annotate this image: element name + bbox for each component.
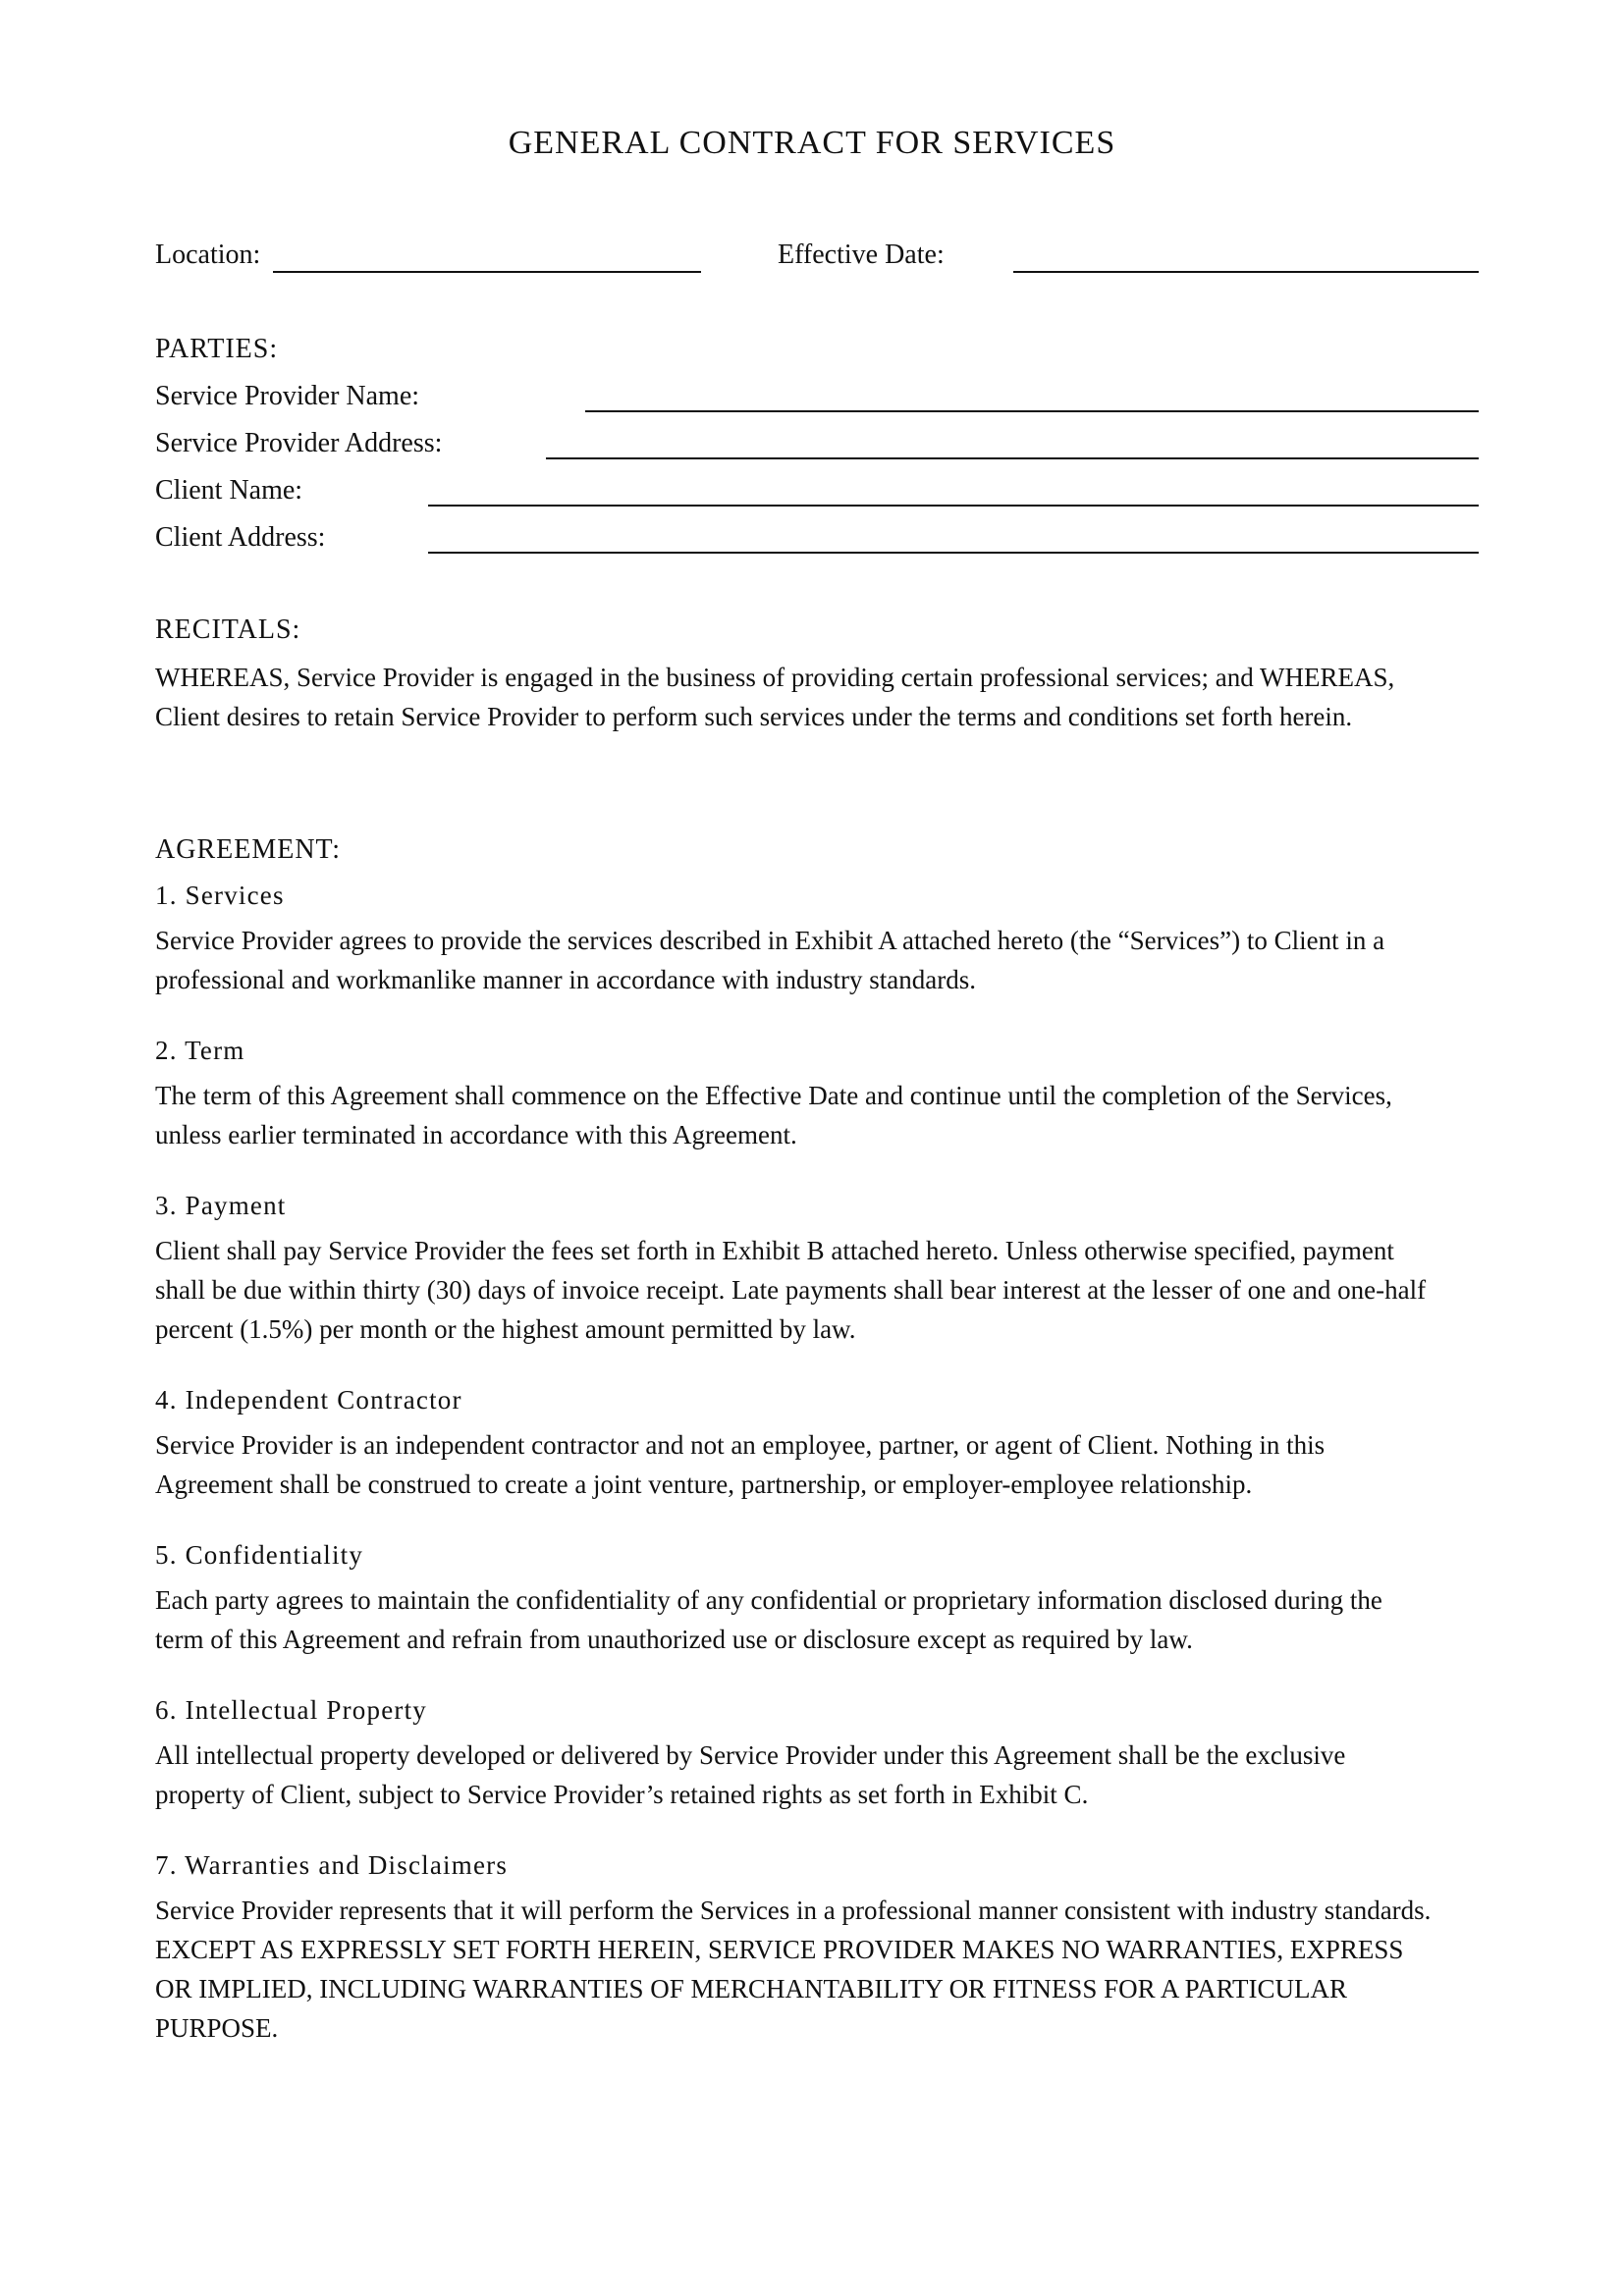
section-body-intellectual-property bbox=[155, 1735, 1481, 1814]
paragraph-line: Agreement shall be construed to create a joint venture, partnership, or employer-employee relationship. bbox=[155, 1469, 1253, 1499]
parties-heading: PARTIES: bbox=[155, 334, 279, 364]
section-body-warranties bbox=[155, 1891, 1481, 2048]
location-label: Location: bbox=[155, 240, 261, 270]
effective-date-fill-line[interactable] bbox=[1013, 271, 1479, 273]
paragraph-line: The term of this Agreement shall commence on the Effective Date and continue until the completion of the Services, bbox=[155, 1081, 1392, 1110]
section-heading-confidentiality: 5. Confidentiality bbox=[155, 1540, 364, 1570]
service-provider-address-fill-line[interactable] bbox=[546, 457, 1479, 459]
section-heading-services: 1. Services bbox=[155, 881, 285, 910]
service-provider-address-label: Service Provider Address: bbox=[155, 428, 443, 458]
service-provider-name-label: Service Provider Name: bbox=[155, 381, 420, 411]
section-body-term bbox=[155, 1076, 1481, 1154]
paragraph-line: property of Client, subject to Service Provider’s retained rights as set forth in Exhibit C. bbox=[155, 1780, 1089, 1809]
paragraph-line: Client shall pay Service Provider the fees set forth in Exhibit B attached hereto. Unless otherwise specified, payment bbox=[155, 1236, 1394, 1265]
client-name-label: Client Name: bbox=[155, 475, 303, 506]
section-body-independent-contractor bbox=[155, 1425, 1481, 1504]
paragraph-line: WHEREAS, Service Provider is engaged in the business of providing certain professional services; and WHEREAS, bbox=[155, 663, 1395, 692]
section-heading-payment: 3. Payment bbox=[155, 1191, 287, 1220]
section-heading-warranties: 7. Warranties and Disclaimers bbox=[155, 1850, 509, 1880]
client-address-fill-line[interactable] bbox=[428, 552, 1479, 554]
paragraph-line: OR IMPLIED, INCLUDING WARRANTIES OF MERCHANTABILITY OR FITNESS FOR A PARTICULAR bbox=[155, 1974, 1348, 2003]
recitals-paragraph bbox=[155, 658, 1481, 736]
section-body-services bbox=[155, 921, 1481, 999]
paragraph-line: Service Provider is an independent contractor and not an employee, partner, or agent of Client. Nothing in this bbox=[155, 1430, 1326, 1460]
section-body-confidentiality bbox=[155, 1580, 1481, 1659]
document-title: GENERAL CONTRACT FOR SERVICES bbox=[508, 125, 1116, 161]
paragraph-line: Service Provider represents that it will perform the Services in a professional manner consistent with industry standards. bbox=[155, 1896, 1432, 1925]
paragraph-line: Service Provider agrees to provide the services described in Exhibit A attached hereto (the “Services”) to Client in a bbox=[155, 926, 1385, 955]
paragraph-line: professional and workmanlike manner in accordance with industry standards. bbox=[155, 965, 976, 994]
paragraph-line: All intellectual property developed or delivered by Service Provider under this Agreement shall be the exclusive bbox=[155, 1740, 1346, 1770]
paragraph-line: EXCEPT AS EXPRESSLY SET FORTH HEREIN, SERVICE PROVIDER MAKES NO WARRANTIES, EXPRESS bbox=[155, 1935, 1404, 1964]
service-provider-name-fill-line[interactable] bbox=[585, 410, 1479, 412]
agreement-heading: AGREEMENT: bbox=[155, 834, 342, 865]
section-body-payment bbox=[155, 1231, 1481, 1349]
effective-date-label: Effective Date: bbox=[778, 240, 945, 270]
paragraph-line: PURPOSE. bbox=[155, 2013, 279, 2043]
paragraph-line: percent (1.5%) per month or the highest amount permitted by law. bbox=[155, 1314, 856, 1344]
paragraph-line: shall be due within thirty (30) days of invoice receipt. Late payments shall bear interest at the lesser of one and one-half bbox=[155, 1275, 1427, 1305]
paragraph-line: Client desires to retain Service Provider to perform such services under the terms and conditions set forth herein. bbox=[155, 702, 1353, 731]
paragraph-line: Each party agrees to maintain the confidentiality of any confidential or proprietary information disclosed during the bbox=[155, 1585, 1382, 1615]
recitals-heading: RECITALS: bbox=[155, 614, 301, 645]
section-heading-independent-contractor: 4. Independent Contractor bbox=[155, 1385, 462, 1415]
location-fill-line[interactable] bbox=[273, 271, 701, 273]
paragraph-line: unless earlier terminated in accordance with this Agreement. bbox=[155, 1120, 797, 1149]
client-address-label: Client Address: bbox=[155, 522, 326, 553]
section-heading-term: 2. Term bbox=[155, 1036, 245, 1065]
client-name-fill-line[interactable] bbox=[428, 505, 1479, 507]
paragraph-line: term of this Agreement and refrain from unauthorized use or disclosure except as required by law. bbox=[155, 1625, 1193, 1654]
section-heading-intellectual-property: 6. Intellectual Property bbox=[155, 1695, 427, 1725]
